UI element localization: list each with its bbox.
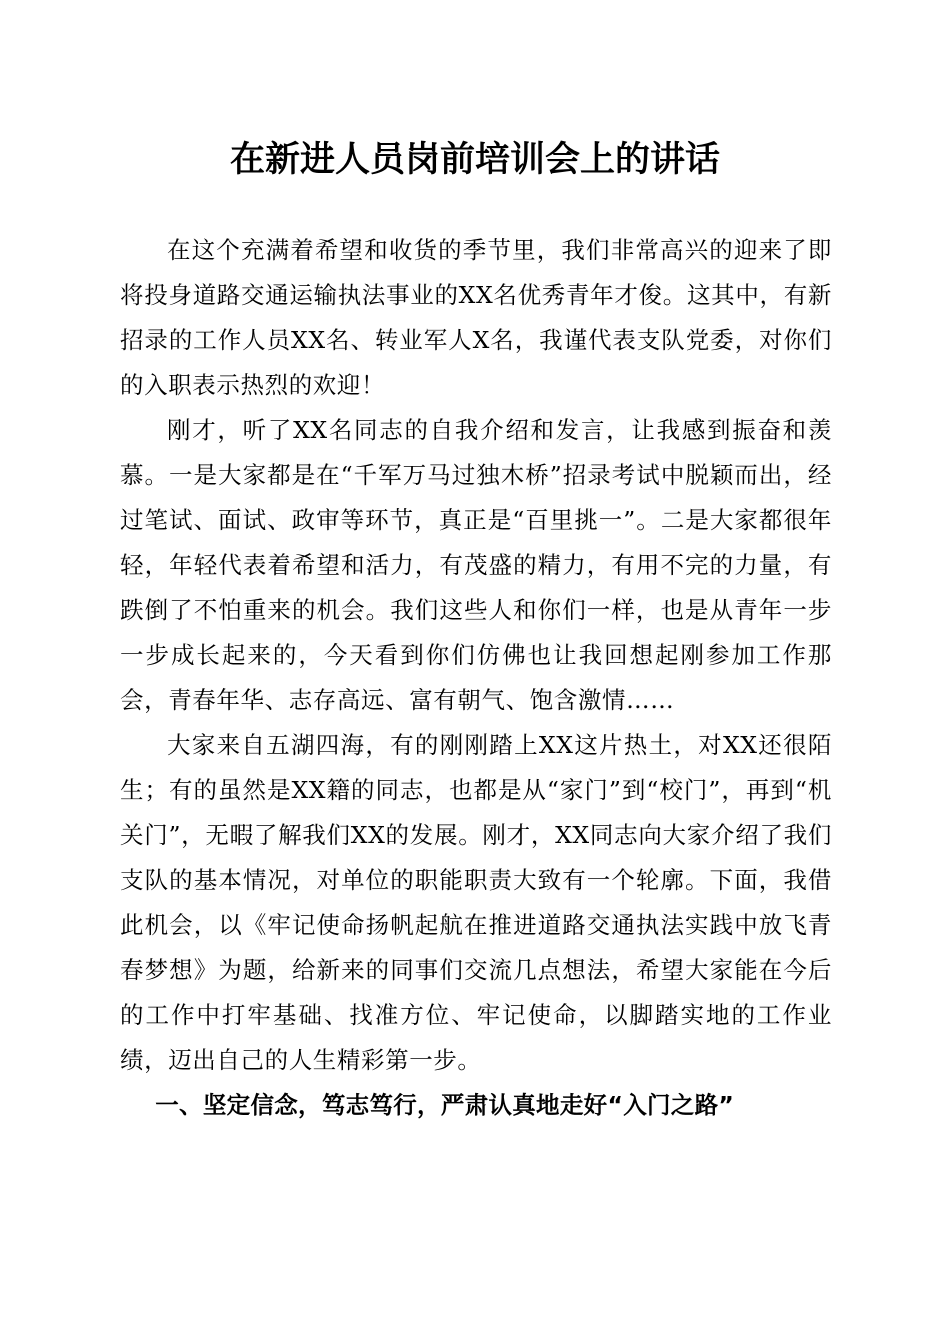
paragraph-welcome: 在这个充满着希望和收货的季节里，我们非常高兴的迎来了即将投身道路交通运输执法事业的XX名优秀青年才俊。这其中，有新招录的工作人员XX名、转业军人X名，我谨代表支队党委，对你们的入职表示热烈的欢迎！	[120, 236, 832, 399]
paragraph-overview: 大家来自五湖四海，有的刚刚踏上XX这片热土，对XX还很陌生；有的虽然是XX籍的同志，也都是从“家门”到“校门”，再到“机关门”，无暇了解我们XX的发展。刚才，XX同志向大家介绍了我们支队的基本情况，对单位的职能职责大致有一个轮廓。下面，我借此机会，以《牢记使命扬帆起航在推进道路交通执法实践中放飞青春梦想》为题，给新来的同事们交流几点想法，希望大家能在今后的工作中打牢基础、找准方位、牢记使命，以脚踏实地的工作业绩，迈出自己的人生精彩第一步。	[120, 731, 832, 1074]
document-body	[120, 228, 832, 1128]
section-heading-1: 一、坚定信念，笃志笃行，严肃认真地走好“入门之路”	[155, 1091, 735, 1119]
document-title: 在新进人员岗前培训会上的讲话	[229, 139, 720, 180]
paragraph-introductions: 刚才，听了XX名同志的自我介绍和发言，让我感到振奋和羡慕。一是大家都是在“千军万马过独木桥”招录考试中脱颖而出，经过笔试、面试、政审等环节，真正是“百里挑一”。二是大家都很年轻，年轻代表着希望和活力，有茂盛的精力，有用不完的力量，有跌倒了不怕重来的机会。我们这些人和你们一样，也是从青年一步一步成长起来的，今天看到你们仿佛也让我回想起刚参加工作那会，青春年华、志存高远、富有朝气、饱含激情……	[120, 416, 832, 714]
